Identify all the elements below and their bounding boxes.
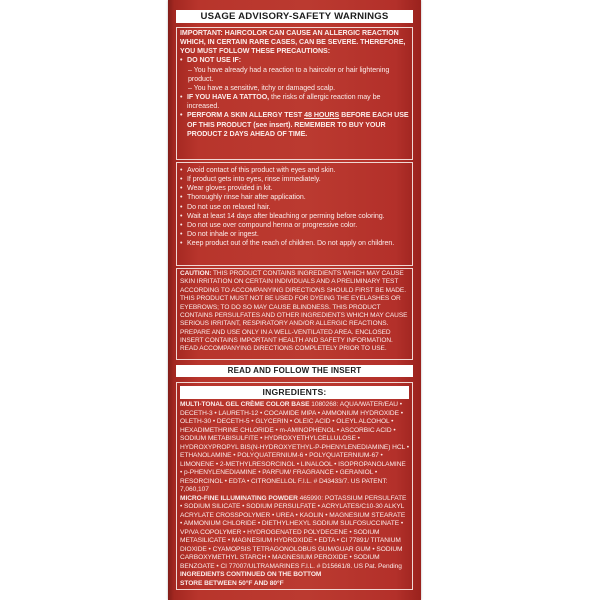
warnings-box xyxy=(176,162,413,266)
ingredients-box xyxy=(176,382,413,590)
warning-item: • Do not use over compound henna or progressive color. xyxy=(180,221,409,230)
powder-ingredients xyxy=(180,495,409,572)
caution-text xyxy=(180,270,409,354)
do-not-use-reason-1: – You have already had a reaction to a haircolor or hair lightening product. xyxy=(188,65,390,83)
important-box xyxy=(176,27,413,160)
warning-item: • Thoroughly rinse hair after application. xyxy=(180,193,409,202)
warning-item: • Keep product out of the reach of children. Do not apply on children. xyxy=(180,239,409,248)
tattoo-label: IF YOU HAVE A TATTOO, xyxy=(187,93,270,102)
powder-list: 465990: POTASSIUM PERSULFATE • SODIUM SILICATE • SODIUM PERSULFATE • ACRYLATES/C10-30 ALKYL ACRYLATE CROSSPOLYMER • UREA • KAOLIN • MAGNESIUM STEARATE • AMMONIUM CHLORIDE • DIETHYLHEXYL SODIUM SULFOSUCCINATE • VP/VA COPOLYMER • HYDROGENATED POLYDECENE • SODIUM METASILICATE • MAGNESIUM HYDROXIDE • EDTA • CI 77891/ TITANIUM DIOXIDE • CYAMOPSIS TETRAGONOLOBUS GUM/GUAR GUM • SODIUM CARBOXYMETHYL STARCH • MAGNESIUM PEROXIDE • SODIUM BENZOATE • CI 77007/ULTRAMARINES F.I.L. # D15661/8. US Pat. Pending xyxy=(180,494,407,570)
powder-name: MICRO-FINE ILLUMINATING POWDER xyxy=(180,494,298,502)
caution-box xyxy=(176,268,413,360)
tattoo-warning xyxy=(180,93,409,111)
allergy-test-a: PERFORM A SKIN ALLERGY TEST xyxy=(187,111,305,120)
do-not-use-reason-2: – You have a sensitive, itchy or damaged scalp. xyxy=(188,83,336,92)
color-base-name: MULTI-TONAL GEL CRÈME COLOR BASE xyxy=(180,401,310,408)
allergy-test-warning xyxy=(180,111,409,138)
panel-shadow xyxy=(168,0,174,600)
warning-item: • Avoid contact of this product with eyes and skin. xyxy=(180,166,409,175)
package-panel xyxy=(168,0,421,600)
caution-label: CAUTION: xyxy=(180,270,212,277)
allergy-test-hours: 48 HOURS xyxy=(304,111,340,120)
important-intro: IMPORTANT: HAIRCOLOR CAN CAUSE AN ALLERGIC REACTION WHICH, IN CERTAIN RARE CASES, CAN BE SEVERE. THEREFORE, YOU MUST FOLLOW THESE PRECAUTIONS: xyxy=(180,29,406,56)
allergy-test-b: BEFORE EACH USE OF THIS PRODUCT (see insert). REMEMBER TO BUY YOUR PRODUCT 2 DAYS AHEAD OF TIME. xyxy=(187,111,409,138)
warning-item: • If product gets into eyes, rinse immediately. xyxy=(180,175,409,184)
color-base-ingredients xyxy=(180,401,409,495)
caution-body: THIS PRODUCT CONTAINS INGREDIENTS WHICH MAY CAUSE SKIN IRRITATION ON CERTAIN INDIVIDUALS AND A PRELIMINARY TEST ACCORDING TO ACCOMPANYING DIRECTIONS SHOULD FIRST BE MADE. THIS PRODUCT MUST NOT BE USED FOR DYEING THE EYELASHES OR EYEBROWS; TO DO SO MAY CAUSE BLINDNESS. THIS PRODUCT CONTAINS PERSULFATES AND OTHER INGREDIENTS WHICH MAY CAUSE SERIOUS IRRITANT, RESPIRATORY AND/OR ALLERGIC REACTIONS. PREPARE AND USE ONLY IN A WELL-VENTILATED AREA. ENCLOSED INSERT CONTAINS IMPORTANT HEALTH AND SAFETY INFORMATION. READ ACCOMPANYING DIRECTIONS COMPLETELY PRIOR TO USE. xyxy=(180,270,408,353)
page-title: USAGE ADVISORY-SAFETY WARNINGS xyxy=(176,10,413,23)
do-not-use: • DO NOT USE IF: xyxy=(180,56,409,65)
color-base-list: 1080268: AQUA/WATER/EAU • DECETH-3 • LAURETH-12 • COCAMIDE MIPA • AMMONIUM HYDROXIDE • OLETH-30 • DECETH-5 • GLYCERIN • OLEIC ACID • OLEYL ALCOHOL • HEXADIMETHRINE CHLORIDE • m-AMINOPHENOL • ASCORBIC ACID • SODIUM METABISULFITE • HYDROXYETHYLCELLULOSE • HYDROXYPROPYL BIS(N-HYDROXYETHYL-P-PHENYLENEDIAMINE) HCL • ETHANOLAMINE • POLYQUATERNIUM-6 • POLYQUATERNIUM-67 • LIMONENE • 2-METHYLRESORCINOL • LINALOOL • ISOPROPANOLAMINE • p-PHENYLENEDIAMINE • PARFUM/ FRAGRANCE • GERANIOL • RESORCINOL • EDTA • CITRONELLOL F.I.L. # D43433/7. US PATENT: 7,060,107 xyxy=(180,401,410,493)
tattoo-text: the risks of allergic reaction may be increased. xyxy=(187,93,381,111)
warning-item: • Wear gloves provided in kit. xyxy=(180,184,409,193)
warning-item: • Do not inhale or ingest. xyxy=(180,230,409,239)
warning-item: • Do not use on relaxed hair. xyxy=(180,203,409,212)
read-insert-banner: READ AND FOLLOW THE INSERT xyxy=(176,365,413,377)
ingredients-heading: INGREDIENTS: xyxy=(180,386,409,399)
ingredients-continued: INGREDIENTS CONTINUED ON THE BOTTOM xyxy=(180,571,322,578)
storage-temperature: STORE BETWEEN 50°F AND 80°F xyxy=(180,579,284,587)
warning-item: • Wait at least 14 days after bleaching or perming before coloring. xyxy=(180,212,409,221)
